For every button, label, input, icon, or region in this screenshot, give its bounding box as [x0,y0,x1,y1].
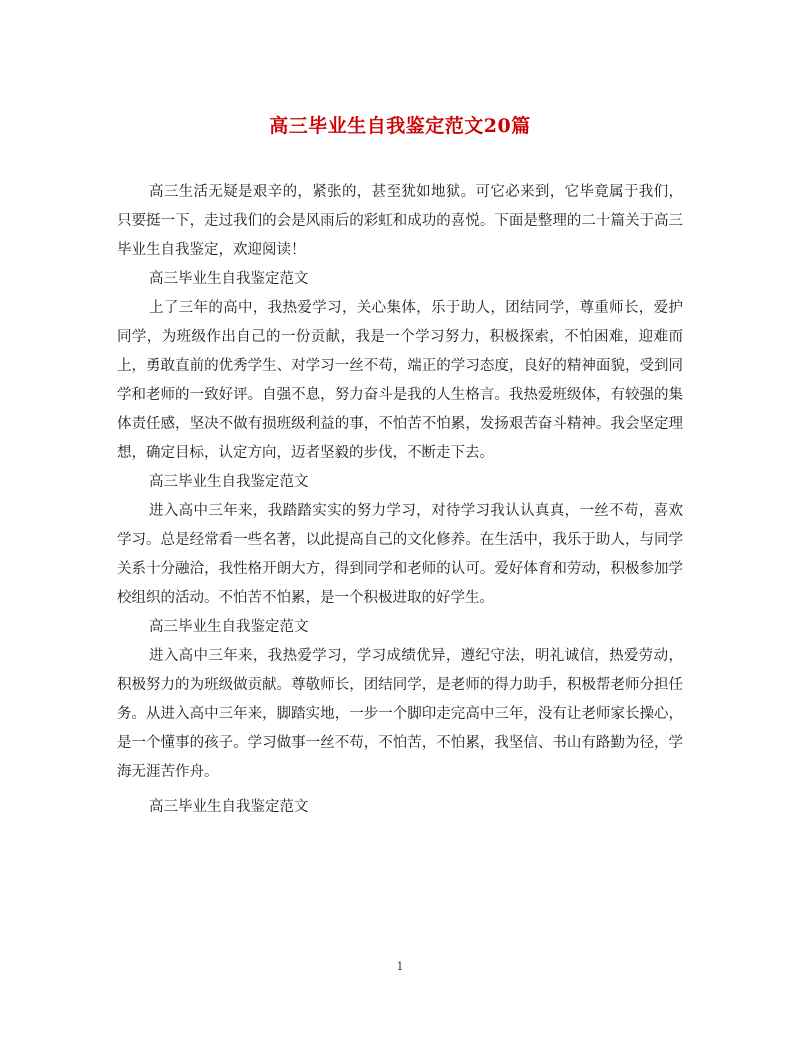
page-number: 1 [396,960,404,973]
section-heading: 高三毕业生自我鉴定范文 [149,619,309,635]
intro-paragraph: 高三生活无疑是艰辛的，紧张的，甚至犹如地狱。可它必来到，它毕竟属于我们，只要挺一下，走过我们的会是风雨后的彩虹和成功的喜悦。下面是整理的二十篇关于高三毕业生自我鉴定，欢迎阅读！ [117,184,683,258]
section-heading: 高三毕业生自我鉴定范文 [149,474,309,490]
section-paragraph: 上了三年的高中，我热爱学习，关心集体，乐于助人，团结同学，尊重师长，爱护同学，为班级作出自己的一份贡献，我是一个学习努力，积极探索，不怕困难，迎难而上，勇敢直前的优秀学生、对学习一丝不苟，端正的学习态度，良好的精神面貌，受到同学和老师的一致好评。自强不息，努力奋斗是我的人生格言。我热爱班级体，有较强的集体责任感，坚决不做有损班级利益的事，不怕苦不怕累，发扬艰苦奋斗精神。我会坚定理想，确定目标，认定方向，迈者坚毅的步伐，不断走下去。 [117,300,683,461]
document-title: 高三毕业生自我鉴定范文20篇 [269,115,531,137]
section-heading: 高三毕业生自我鉴定范文 [149,271,309,287]
document-body [117,178,683,822]
section-paragraph: 进入高中三年来，我踏踏实实的努力学习，对待学习我认认真真，一丝不苟，喜欢学习。总是经常看一些名著，以此提高自己的文化修养。在生活中，我乐于助人，与同学关系十分融洽，我性格开朗大方，得到同学和老师的认可。爱好体育和劳动，积极参加学校组织的活动。不怕苦不怕累，是一个积极进取的好学生。 [117,503,683,606]
section-paragraph: 进入高中三年来，我热爱学习，学习成绩优异，遵纪守法，明礼诚信，热爱劳动，积极努力的为班级做贡献。尊敬师长，团结同学，是老师的得力助手，积极帮老师分担任务。从进入高中三年来，脚踏实地，一步一个脚印走完高中三年，没有让老师家长操心，是一个懂事的孩子。学习做事一丝不苟，不怕苦，不怕累，我坚信、书山有路勤为径，学海无涯苦作舟。 [117,648,683,780]
section-heading: 高三毕业生自我鉴定范文 [149,799,309,815]
